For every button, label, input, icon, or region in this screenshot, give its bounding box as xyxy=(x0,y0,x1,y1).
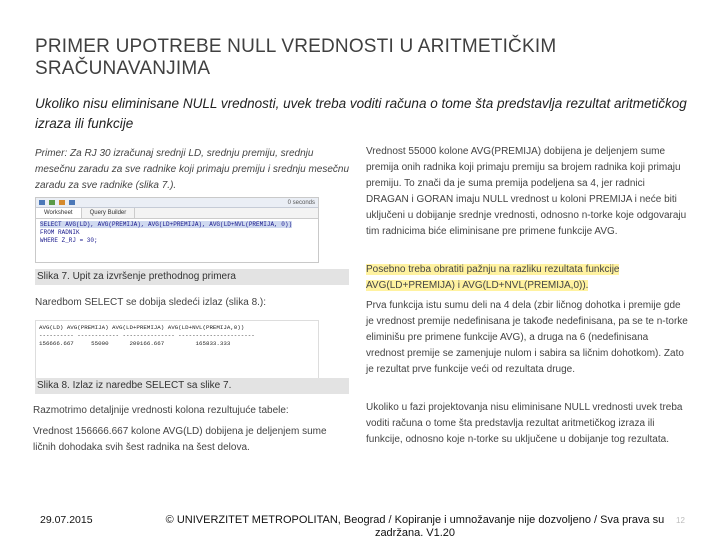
conclusion-text: Ukoliko u fazi projektovanja nisu eliminisane NULL vrednosti uvek treba voditi računa o tome šta predstavlja rezultat aritmetičkog izraza ili funkcije, odnosno koje n-torke su uključene u dobijanje tog rezultata. xyxy=(366,402,683,445)
caption-figure-7: Slika 7. Upit za izvršenje prethodnog primera xyxy=(35,269,349,285)
avg-ld-text: Vrednost 156666.667 kolone AVG(LD) dobijena je deljenjem sume ličnih dohodaka svih šest radnika na šest delova. xyxy=(33,426,327,453)
query-screenshot xyxy=(35,197,319,263)
page-number: 12 xyxy=(676,516,685,525)
sql-code xyxy=(36,219,318,247)
detail-text: Razmotrimo detaljnije vrednosti kolona rezultujuće tabele: xyxy=(33,405,289,416)
highlight-note xyxy=(366,262,688,294)
rollback-icon xyxy=(69,200,75,205)
slide-title: PRIMER UPOTREBE NULL VREDNOSTI U ARITMETIČKIM SRAČUNAVANJIMA xyxy=(35,36,557,79)
slide-subtitle: Ukoliko nisu eliminisane NULL vrednosti, uvek treba voditi računa o tome šta predstavlja rezultat aritmetičkog izraza ili funkcije xyxy=(35,96,687,131)
output-text xyxy=(36,321,318,351)
left-column xyxy=(35,146,355,194)
output-separator: ---------- ------------ --------------- ---------------------- xyxy=(39,332,255,339)
sql-line-2: FROM RADNIK xyxy=(40,229,80,236)
output-screenshot xyxy=(35,320,319,380)
sql-line-1: SELECT AVG(LD), AVG(PREMIJA), AVG(LD+PREMIJA), AVG(LD+NVL(PREMIJA, 0)) xyxy=(40,221,293,228)
run-icon xyxy=(39,200,45,205)
toolbar-strip xyxy=(36,198,318,208)
tab-query-builder: Query Builder xyxy=(82,208,136,218)
output-values: 156666.667 55000 209166.667 165833.333 xyxy=(39,340,231,347)
avg-premija-text: Vrednost 55000 kolone AVG(PREMIJA) dobijena je deljenjem sume premija onih radnika koji primaju premiju sa brojem radnika koji primaju premiju. To znači da je suma premija podeljena sa 4, jer radnici DRAGAN i GORAN imaju NULL vrednost u koloni PREMIJA i neće biti uključeni u dobijanje srednje vrednosti, odnosno n-torke koje odgovaraju tim radnicima biće eliminisane pre primene funkcije AVG. xyxy=(366,146,687,237)
commit-icon xyxy=(59,200,65,205)
highlighted-text: Posebno treba obratiti pažnju na razliku rezultata funkcije AVG(LD+PREMIJA) i AVG(LD+NVL(PREMIJA,0)). xyxy=(366,264,620,291)
footer-date: 29.07.2015 xyxy=(40,514,93,526)
caption-figure-8: Slika 8. Izlaz iz naredbe SELECT sa slike 7. xyxy=(35,378,349,394)
run-script-icon xyxy=(49,200,55,205)
example-intro: Primer: Za RJ 30 izračunaj srednji LD, srednju premiju, srednju mesečnu zaradu za sve radnike koji primaju premiju i srednju mesečnu zaradu za sve radnike (slika 7.). xyxy=(35,148,350,191)
editor-tabs xyxy=(36,208,318,219)
sql-line-3: WHERE Z_RJ = 30; xyxy=(40,237,98,244)
footer-copyright: © UNIVERZITET METROPOLITAN, Beograd / Kopiranje i umnožavanje nije dozvoljeno / Sva prava su zadržana. V1.20 xyxy=(165,514,665,539)
output-header: AVG(LD) AVG(PREMIJA) AVG(LD+PREMIJA) AVG(LD+NVL(PREMIJA,0)) xyxy=(39,324,245,331)
tab-worksheet: Worksheet xyxy=(36,208,82,218)
first-function-text: Prva funkcija istu sumu deli na 4 dela (zbir ličnog dohotka i premije gde je vrednost premije nedefinisana je takođe nedefinisana, pa se te n-torke eliminišu pre primene funkcije AVG), a druga na 6 (nedefinisana vrednost premije se zamenjuje nulom i sabira sa ličnim dohotkom). Zato je rezultat prve funkcije veći od rezultata druge. xyxy=(366,300,688,375)
time-label: 0 seconds xyxy=(287,199,315,206)
select-output-text: Naredbom SELECT se dobija sledeći izlaz (slika 8.): xyxy=(35,297,267,308)
